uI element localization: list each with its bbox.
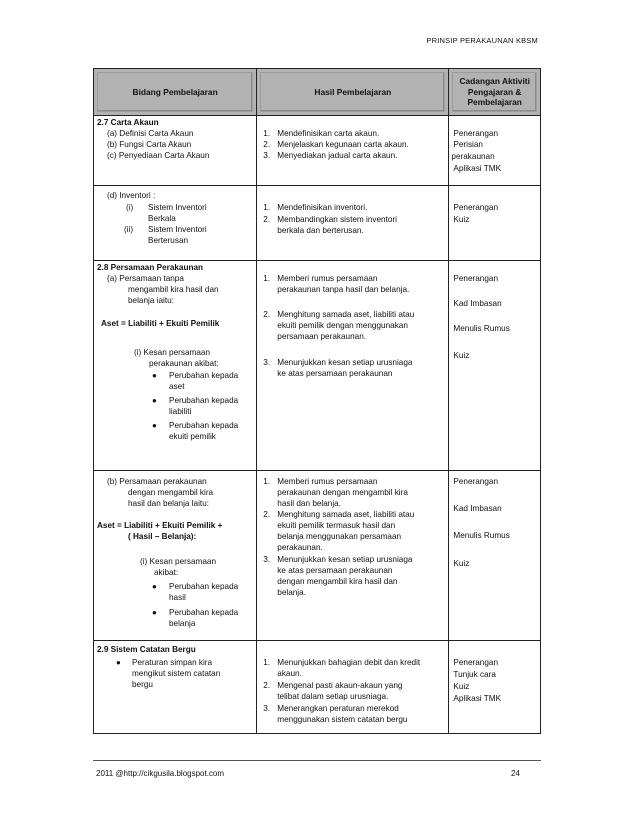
outcome: Menghitung samada aset, liabiliti atau	[277, 310, 415, 319]
bullet-icon: ●	[152, 608, 157, 617]
topic: (b) Persamaan perakaunan	[107, 477, 207, 486]
topic: (a) Persamaan tanpa	[107, 274, 184, 283]
outcome: Menyediakan jadual carta akaun.	[277, 151, 398, 160]
bullet-icon: ●	[152, 396, 157, 405]
footer-divider	[93, 760, 541, 761]
topic: (d) Inventori :	[107, 191, 156, 200]
header-hasil: Hasil Pembelajaran	[260, 72, 445, 112]
section-title: 2.9 Sistem Catatan Bergu	[97, 645, 196, 654]
activity: Penerangan	[453, 477, 499, 486]
outcome: Mendefinisikan carta akaun.	[277, 129, 380, 138]
activity: Kad Imbasan	[453, 299, 502, 308]
outcome: Membandingkan sistem inventori	[277, 215, 397, 224]
subtopic: (i) Kesan persamaan	[140, 557, 216, 566]
topic: (c) Penyediaan Carta Akaun	[107, 151, 210, 160]
activity: Aplikasi TMK	[453, 694, 502, 703]
syllabus-table	[93, 68, 541, 734]
outcome: Memberi rumus persamaan	[277, 477, 378, 486]
subtopic: Sistem Inventori	[148, 203, 207, 212]
topic: (a) Definisi Carta Akaun	[107, 129, 194, 138]
table-row: (d) Inventori : (i) Sistem Inventori Berkala (ii) Sistem Inventori Berterusan 1. Mendefinisikan inventori. 2. Membandingkan sistem inventori berkala dan berterusan. Penerangan Kuiz	[94, 185, 540, 260]
accounting-equation: Aset = Liabiliti + Ekuiti Pemilik	[101, 319, 220, 328]
page-number: 24	[511, 769, 520, 778]
page-header: PRINSIP PERAKAUNAN KBSM	[426, 36, 538, 45]
outcome: Menghitung samada aset, liabiliti atau	[277, 510, 415, 519]
topic: (b) Fungsi Carta Akaun	[107, 140, 192, 149]
table-row: 2.8 Persamaan Perakaunan (a) Persamaan tanpa mengambil kira hasil dan belanja iaitu: Aset = Liabiliti + Ekuiti Pemilik (i) Kesan persamaan perakaunan akibat: ● Perubahan kepada aset ● Perubahan kepada liabiliti ● Perubahan kepada ekuiti pemilik 1. Memberi rumus persamaan perakaunan tanpa hasil dan belanja. 2. Menghitung samada aset, liabiliti atau ekuiti pemilik dengan menggunakan persamaan perakaunan. 3. Menunjukkan kesan setiap urusniaga ke atas persamaan perakaunan Penerangan Kad Imbasan Menulis Rumus Kuiz	[94, 260, 540, 470]
activity: perakaunan	[451, 152, 495, 161]
activity: Penerangan	[453, 203, 499, 212]
activity: Menulis Rumus	[453, 324, 510, 333]
table-row: 2.7 Carta Akaun (a) Definisi Carta Akaun (b) Fungsi Carta Akaun (c) Penyediaan Carta Akaun 1. Mendefinisikan carta akaun. 2. Menjelaskan kegunaan carta akaun. 3. Menyediakan jadual carta akaun. Penerangan Perisian perakaunan Aplikasi TMK	[94, 115, 540, 185]
subtopic: (i) Kesan persamaan	[134, 348, 210, 357]
outcome: Mengenal pasti akaun-akaun yang	[277, 681, 403, 690]
activity: Penerangan	[453, 274, 499, 283]
header-bidang: Bidang Pembelajaran	[97, 72, 253, 112]
bullet-item: Perubahan kepada	[169, 608, 239, 617]
activity: Kuiz	[453, 351, 470, 360]
bullet-icon: ●	[152, 371, 157, 380]
bullet-item: Peraturan simpan kira	[132, 658, 213, 667]
table-row: (b) Persamaan perakaunan dengan mengambil kira hasil dan belanja laitu: Aset = Liabiliti + Ekuiti Pemilik + ( Hasil – Belanja): (i) Kesan persamaan akibat: ● Perubahan kepada hasil ● Perubahan kepada belanja 1. Memberi rumus persamaan perakaunan dengan mengambil kira hasil dan belanja. 2. Menghitung samada aset, liabiliti atau ekuiti pemilik termasuk hasil dan belanja menggunakan persamaan perakaunan. 3. Menunjukkan kesan setiap urusniaga ke atas persamaan perakaunan dengan mengambil kira hasil dan belanja. Penerangan Kad Imbasan Menulis Rumus Kuiz	[94, 470, 540, 640]
outcome: Menunjukkan bahagian debit dan kredit	[277, 658, 421, 667]
outcome: Menjelaskan kegunaan carta akaun.	[277, 140, 409, 149]
table-row: 2.9 Sistem Catatan Bergu ● Peraturan simpan kira mengikut sistem catatan bergu 1. Menunjukkan bahagian debit dan kredit akaun. 2. Mengenal pasti akaun-akaun yang telibat dalam setiap urusniaga. 3. Menerangkan peraturan merekod menggunakan sistem catatan bergu Penerangan Tunjuk cara Kuiz Aplikasi TMK	[94, 640, 540, 733]
bullet-item: Perubahan kepada	[169, 371, 239, 380]
bullet-item: Perubahan kepada	[169, 396, 239, 405]
outcome: Menunjukkan kesan setiap urusniaga	[277, 555, 413, 564]
activity: Penerangan	[453, 658, 499, 667]
section-title: 2.8 Persamaan Perakaunan	[97, 263, 204, 272]
outcome: Menerangkan peraturan merekod	[277, 704, 399, 713]
activity: Tunjuk cara	[453, 670, 496, 679]
bullet-item: Perubahan kepada	[169, 421, 239, 430]
bullet-icon: ●	[116, 658, 121, 667]
table-header-row	[94, 69, 540, 115]
activity: Perisian	[453, 140, 483, 149]
subtopic: Sistem Inventori	[148, 225, 207, 234]
header-cadangan: Cadangan Aktiviti Pengajaran & Pembelajaran	[452, 72, 537, 112]
activity: Kad Imbasan	[453, 504, 502, 513]
bullet-icon: ●	[152, 582, 157, 591]
activity: Menulis Rumus	[453, 531, 510, 540]
accounting-equation: Aset = Liabiliti + Ekuiti Pemilik +	[97, 521, 223, 530]
outcome: Menunjukkan kesan setiap urusniaga	[277, 358, 413, 367]
activity: Kuiz	[453, 682, 470, 691]
section-title: 2.7 Carta Akaun	[97, 118, 159, 127]
bullet-icon: ●	[152, 421, 157, 430]
activity: Kuiz	[453, 215, 470, 224]
activity: Penerangan	[453, 129, 499, 138]
outcome: Memberi rumus persamaan	[277, 274, 378, 283]
activity: Kuiz	[453, 559, 470, 568]
outcome: Mendefinisikan inventori.	[277, 203, 368, 212]
bullet-item: Perubahan kepada	[169, 582, 239, 591]
footer-source: 2011 @http://cikgusila.blogspot.com	[96, 769, 225, 778]
activity: Aplikasi TMK	[453, 164, 502, 173]
